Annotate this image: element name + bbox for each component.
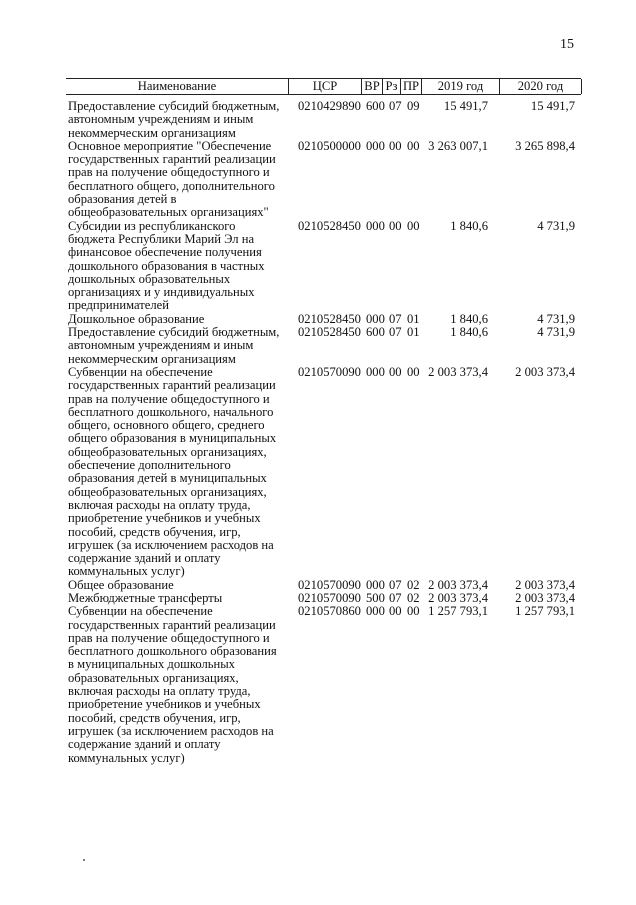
row-name-line: бесплатного дошкольного образования xyxy=(68,644,277,659)
header-2020: 2020 год xyxy=(499,79,582,94)
row-2019: 2 003 373,4 xyxy=(428,364,488,379)
row-name-line: организациях и у индивидуальных xyxy=(68,285,255,300)
row-2020: 1 257 793,1 xyxy=(515,604,575,619)
table-row xyxy=(68,100,583,140)
row-name-line: автономным учреждениям и иным xyxy=(68,338,254,353)
row-name-line: бесплатного общего, дополнительного xyxy=(68,178,275,193)
header-2019: 2019 год xyxy=(421,79,499,94)
table-row xyxy=(68,140,583,220)
row-csr: 0210528450 xyxy=(298,311,361,326)
row-name-line: в муниципальных дошкольных xyxy=(68,657,235,672)
row-pr: 00 xyxy=(407,218,420,233)
row-name-line: общеобразовательных организациях" xyxy=(68,205,269,220)
row-name-line: государственных гарантий реализации xyxy=(68,378,276,393)
table-row xyxy=(68,313,583,326)
row-vr: 600 xyxy=(366,99,385,113)
row-2020: 4 731,9 xyxy=(537,325,575,340)
header-vr: ВР xyxy=(361,79,382,94)
row-2019: 3 263 007,1 xyxy=(428,138,488,153)
row-name-line: Субсидии из республиканского xyxy=(68,218,236,233)
row-name-line: включая расходы на оплату труда, xyxy=(68,684,251,699)
row-name xyxy=(68,366,288,579)
row-name-line: Субвенции на обеспечение xyxy=(68,604,213,619)
row-name-line: образовательных организациях, xyxy=(68,670,239,685)
row-name-line: Основное мероприятие "Обеспечение xyxy=(68,138,272,153)
table-row xyxy=(68,605,583,765)
row-name-line: бесплатного дошкольного, начального xyxy=(68,404,274,419)
row-pr: 01 xyxy=(407,325,420,340)
row-name-line: Дошкольное образование xyxy=(68,311,205,326)
row-name-line: общего образования в муниципальных xyxy=(68,431,277,446)
row-name-line: общего, основного общего, среднего xyxy=(68,418,265,433)
row-csr: 0210500000 xyxy=(298,138,361,153)
page-number: 15 xyxy=(560,37,574,52)
row-2019: 1 840,6 xyxy=(450,325,488,340)
row-csr: 0210528450 xyxy=(298,325,361,340)
row-name-line: автономным учреждениям и иным xyxy=(68,112,254,127)
row-name xyxy=(68,220,288,313)
row-name-line: дошкольных образовательных xyxy=(68,271,231,286)
row-name-line: прав на получение общедоступного и xyxy=(68,391,270,406)
row-name-line: коммунальных услуг) xyxy=(68,564,185,579)
row-vr: 000 xyxy=(366,364,385,379)
row-vr: 000 xyxy=(366,218,385,233)
row-name-line: предпринимателей xyxy=(68,298,169,313)
row-rz: 07 xyxy=(389,590,402,605)
row-name-line: дошкольного образования в частных xyxy=(68,258,265,273)
header-pr: ПР xyxy=(400,79,421,94)
row-2019: 15 491,7 xyxy=(443,99,488,113)
row-rz: 00 xyxy=(389,138,402,153)
row-name-line: игрушек (за исключением расходов на xyxy=(68,723,274,738)
row-csr: 0210570090 xyxy=(298,577,361,592)
scan-speck xyxy=(83,859,85,861)
row-name-line: Предоставление субсидий бюджетным, xyxy=(68,325,280,340)
row-2019: 1 840,6 xyxy=(450,311,488,326)
row-name-line: общеобразовательных организациях, xyxy=(68,484,267,499)
row-vr: 500 xyxy=(366,590,385,605)
budget-table-body xyxy=(68,100,583,765)
row-name-line: игрушек (за исключением расходов на xyxy=(68,537,274,552)
row-name-line: финансовое обеспечение получения xyxy=(68,245,262,260)
row-name xyxy=(68,326,288,366)
row-2020: 15 491,7 xyxy=(530,99,575,113)
row-name-line: обеспечение дополнительного xyxy=(68,458,231,473)
row-name-line: Межбюджетные трансферты xyxy=(68,590,223,605)
row-rz: 07 xyxy=(389,311,402,326)
row-2020: 2 003 373,4 xyxy=(515,577,575,592)
row-vr: 000 xyxy=(366,604,385,619)
row-name-line: пособий, средств обучения, игр, xyxy=(68,710,241,725)
table-row xyxy=(68,326,583,366)
row-2019: 2 003 373,4 xyxy=(428,577,488,592)
row-name-line: прав на получение общедоступного и xyxy=(68,165,270,180)
row-name-line: некоммерческим организациям xyxy=(68,351,236,366)
row-name xyxy=(68,100,288,140)
row-pr: 02 xyxy=(407,577,420,592)
row-name xyxy=(68,313,288,326)
row-rz: 00 xyxy=(389,364,402,379)
row-name xyxy=(68,592,288,605)
row-2020: 4 731,9 xyxy=(537,218,575,233)
table-header xyxy=(66,79,581,95)
row-pr: 09 xyxy=(407,99,420,113)
row-csr: 0210570090 xyxy=(298,364,361,379)
row-name-line: Субвенции на обеспечение xyxy=(68,364,213,379)
row-rz: 07 xyxy=(389,99,402,113)
table-row xyxy=(68,366,583,579)
row-rz: 07 xyxy=(389,325,402,340)
row-2020: 2 003 373,4 xyxy=(515,590,575,605)
row-pr: 01 xyxy=(407,311,420,326)
row-vr: 000 xyxy=(366,577,385,592)
row-name-line: включая расходы на оплату труда, xyxy=(68,497,251,512)
row-name xyxy=(68,605,288,765)
row-vr: 000 xyxy=(366,138,385,153)
row-pr: 00 xyxy=(407,138,420,153)
row-csr: 0210570860 xyxy=(298,604,361,619)
header-rz: Рз xyxy=(382,79,400,94)
row-name-line: общеобразовательных организациях, xyxy=(68,444,267,459)
row-pr: 02 xyxy=(407,590,420,605)
row-name-line: Общее образование xyxy=(68,577,174,592)
row-csr: 0210528450 xyxy=(298,218,361,233)
row-name-line: некоммерческим организациям xyxy=(68,125,236,140)
header-name: Наименование xyxy=(137,79,217,93)
row-vr: 600 xyxy=(366,325,385,340)
header-csr: ЦСР xyxy=(288,79,361,94)
row-name-line: содержание зданий и оплату xyxy=(68,737,221,752)
row-name-line: содержание зданий и оплату xyxy=(68,551,221,566)
row-rz: 00 xyxy=(389,218,402,233)
row-2020: 2 003 373,4 xyxy=(515,364,575,379)
row-name-line: приобретение учебников и учебных xyxy=(68,511,261,526)
row-name-line: прав на получение общедоступного и xyxy=(68,630,270,645)
table-row xyxy=(68,220,583,313)
row-rz: 00 xyxy=(389,604,402,619)
row-rz: 07 xyxy=(389,577,402,592)
row-vr: 000 xyxy=(366,311,385,326)
row-2019: 2 003 373,4 xyxy=(428,590,488,605)
row-name-line: коммунальных услуг) xyxy=(68,750,185,765)
table-row xyxy=(68,579,583,592)
row-csr: 0210570090 xyxy=(298,590,361,605)
row-name xyxy=(68,140,288,220)
row-name-line: пособий, средств обучения, игр, xyxy=(68,524,241,539)
row-name-line: приобретение учебников и учебных xyxy=(68,697,261,712)
row-pr: 00 xyxy=(407,604,420,619)
table-row xyxy=(68,592,583,605)
row-name-line: образования детей в муниципальных xyxy=(68,471,267,486)
row-2019: 1 257 793,1 xyxy=(428,604,488,619)
row-2020: 4 731,9 xyxy=(537,311,575,326)
row-csr: 0210429890 xyxy=(298,99,361,113)
row-name-line: образования детей в xyxy=(68,192,177,207)
row-name-line: государственных гарантий реализации xyxy=(68,617,276,632)
row-name-line: государственных гарантий реализации xyxy=(68,152,276,167)
row-pr: 00 xyxy=(407,364,420,379)
row-name-line: Предоставление субсидий бюджетным, xyxy=(68,99,280,113)
row-2019: 1 840,6 xyxy=(450,218,488,233)
row-name xyxy=(68,579,288,592)
row-name-line: бюджета Республики Марий Эл на xyxy=(68,231,255,246)
row-2020: 3 265 898,4 xyxy=(515,138,575,153)
